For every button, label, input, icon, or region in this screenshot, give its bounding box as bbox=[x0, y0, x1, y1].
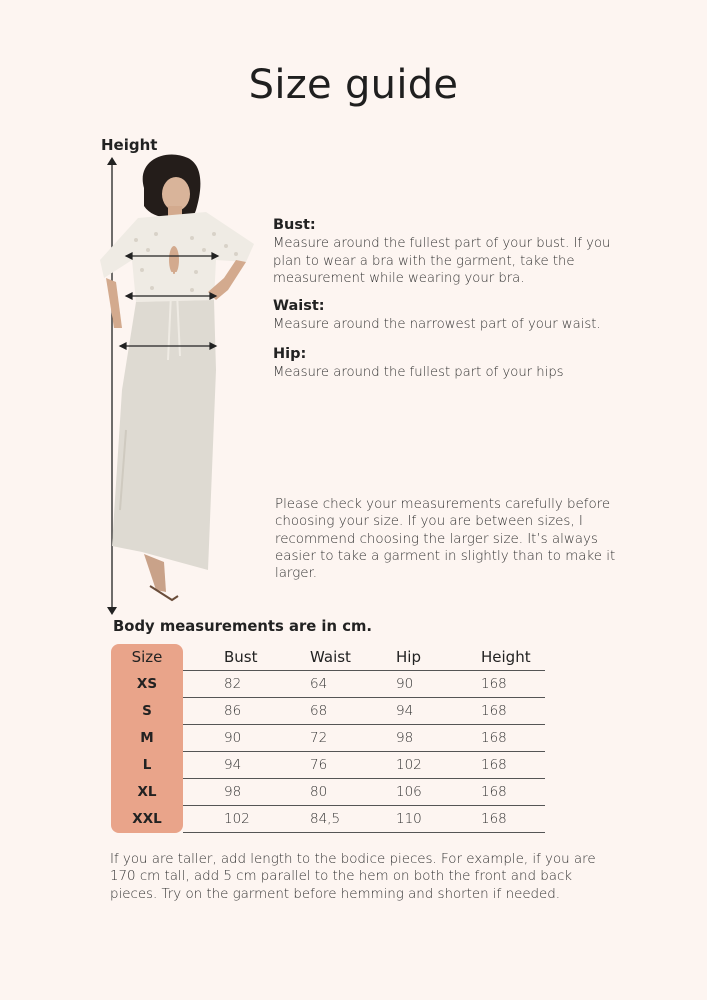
cell-waist: 84,5 bbox=[310, 806, 396, 833]
cell-size: M bbox=[140, 730, 154, 746]
table-row bbox=[111, 725, 545, 752]
bust-description bbox=[273, 217, 633, 288]
cell-hip: 102 bbox=[396, 752, 481, 779]
cell-hip: 94 bbox=[396, 698, 481, 725]
cell-height: 168 bbox=[481, 806, 545, 833]
cell-size: XXL bbox=[132, 811, 162, 827]
waist-description bbox=[273, 298, 633, 334]
table-row bbox=[111, 752, 545, 779]
cell-size: L bbox=[142, 757, 152, 773]
cell-size: XS bbox=[136, 676, 158, 692]
cell-hip: 98 bbox=[396, 725, 481, 752]
cell-height: 168 bbox=[481, 779, 545, 806]
cell-hip: 90 bbox=[396, 671, 481, 698]
waist-text: Measure around the narrowest part of your waist. bbox=[273, 317, 601, 332]
hip-text: Measure around the fullest part of your hips bbox=[273, 365, 564, 380]
table-row bbox=[111, 698, 545, 725]
header-waist: Waist bbox=[310, 644, 396, 671]
bust-text: Measure around the fullest part of your bust. If you plan to wear a bra with the garment, take the measurement while wearing your bra. bbox=[273, 236, 611, 286]
cell-height: 168 bbox=[481, 698, 545, 725]
cell-size: XL bbox=[137, 784, 157, 800]
cell-hip: 110 bbox=[396, 806, 481, 833]
bust-label: Bust: bbox=[273, 217, 316, 233]
table-header-row bbox=[111, 644, 545, 671]
hip-label: Hip: bbox=[273, 346, 307, 362]
table-heading: Body measurements are in cm. bbox=[113, 618, 373, 635]
cell-bust: 90 bbox=[224, 725, 310, 752]
header-size: Size bbox=[131, 648, 163, 667]
cell-bust: 86 bbox=[224, 698, 310, 725]
header-bust: Bust bbox=[224, 644, 310, 671]
cell-height: 168 bbox=[481, 725, 545, 752]
cell-bust: 82 bbox=[224, 671, 310, 698]
height-label: Height bbox=[101, 136, 158, 154]
cell-size: S bbox=[142, 703, 152, 719]
waist-label: Waist: bbox=[273, 298, 325, 314]
table-row bbox=[111, 779, 545, 806]
length-adjustment-note: If you are taller, add length to the bodice pieces. For example, if you are 170 cm tall, add 5 cm parallel to the hem on both the front and back pieces. Try on the garment before hemming and shorten if needed. bbox=[110, 852, 596, 902]
header-hip: Hip bbox=[396, 644, 481, 671]
cell-waist: 80 bbox=[310, 779, 396, 806]
cell-waist: 72 bbox=[310, 725, 396, 752]
cell-bust: 102 bbox=[224, 806, 310, 833]
cell-bust: 98 bbox=[224, 779, 310, 806]
cell-height: 168 bbox=[481, 671, 545, 698]
cell-waist: 64 bbox=[310, 671, 396, 698]
cell-hip: 106 bbox=[396, 779, 481, 806]
page-title: Size guide bbox=[248, 62, 459, 108]
cell-waist: 68 bbox=[310, 698, 396, 725]
cell-height: 168 bbox=[481, 752, 545, 779]
cell-waist: 76 bbox=[310, 752, 396, 779]
header-height: Height bbox=[481, 644, 545, 671]
model-photo bbox=[96, 150, 276, 620]
cell-bust: 94 bbox=[224, 752, 310, 779]
size-advice: Please check your measurements carefully before choosing your size. If you are between sizes, I recommend choosing the larger size. It’s always easier to take a garment in slightly than to make it larger. bbox=[275, 497, 616, 582]
table-row bbox=[111, 671, 545, 698]
table-row bbox=[111, 806, 545, 833]
size-table bbox=[111, 644, 545, 833]
hip-description bbox=[273, 346, 633, 382]
